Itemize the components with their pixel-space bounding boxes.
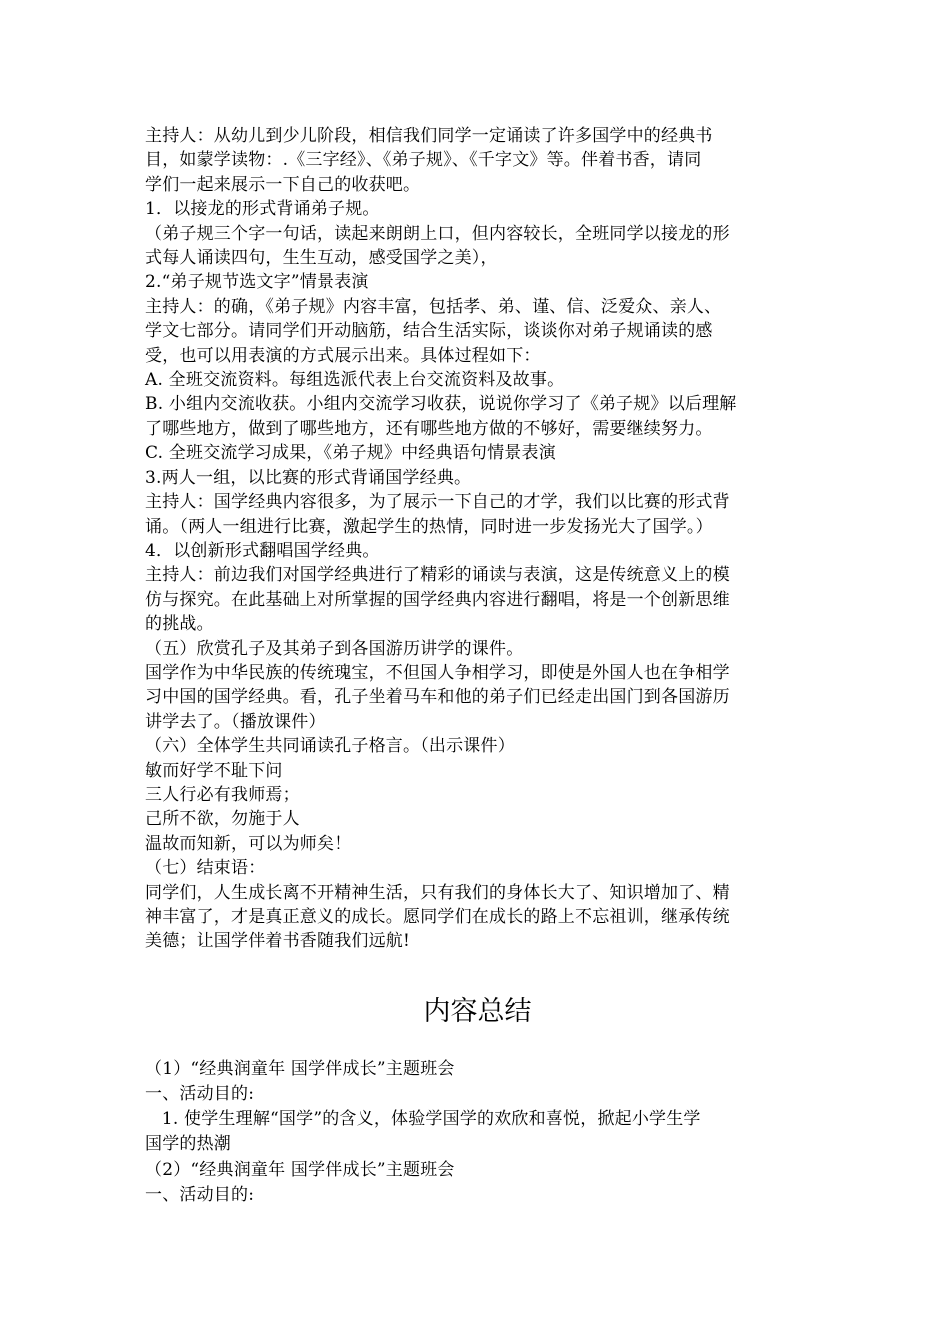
text-line: 2.“弟子规节选文字”情景表演	[145, 272, 369, 293]
text-line: 诵。（两人一组进行比赛，激起学生的热情，同时进一步发扬光大了国学。）	[145, 516, 713, 537]
text-line: 同学们，人生成长离不开精神生活，只有我们的身体长大了、知识增加了、精	[145, 882, 730, 903]
text-line: 主持人：的确，《弟子规》内容丰富，包括孝、弟、谨、信、泛爱众、亲人、	[145, 296, 722, 317]
text-line: A. 全班交流资料。每组选派代表上台交流资料及故事。	[145, 370, 565, 391]
summary-line: 一、活动目的:	[145, 1184, 255, 1205]
document-page	[145, 124, 810, 1208]
text-line: 主持人：国学经典内容很多，为了展示一下自己的才学，我们以比赛的形式背	[145, 492, 730, 513]
text-line: 敏而好学不耻下问	[145, 760, 283, 781]
body-text	[145, 124, 810, 954]
text-line: 4．以创新形式翻唱国学经典。	[145, 540, 380, 561]
text-line: （七）结束语：	[145, 858, 266, 879]
text-line: 讲学去了。（播放课件）	[145, 711, 326, 732]
text-line: （五）欣赏孔子及其弟子到各国游历讲学的课件。	[145, 638, 524, 659]
text-line: （弟子规三个字一句话，读起来朗朗上口，但内容较长，全班同学以接龙的形	[145, 223, 730, 244]
text-line: 目，如蒙学读物：.《三字经》、《弟子规》、《千字文》等。伴着书香，请同	[145, 150, 702, 171]
text-line: 主持人：前边我们对国学经典进行了精彩的诵读与表演，这是传统意义上的模	[145, 565, 730, 586]
text-line: 学文七部分。请同学们开动脑筋，结合生活实际，谈谈你对弟子规诵读的感	[145, 321, 713, 342]
summary-line: 国学的热潮	[145, 1134, 231, 1155]
summary-line: （1）“经典润童年 国学伴成长”主题班会	[145, 1058, 455, 1079]
text-line: 3.两人一组，以比赛的形式背诵国学经典。	[145, 467, 472, 488]
text-line: 神丰富了，才是真正意义的成长。愿同学们在成长的路上不忘祖训，继承传统	[145, 907, 730, 927]
summary-line: （2）“经典润童年 国学伴成长”主题班会	[145, 1159, 455, 1180]
text-line: B. 小组内交流收获。小组内交流学习收获，说说你学习了《弟子规》以后理解	[145, 394, 737, 415]
summary-line: 1. 使学生理解“国学”的含义，体验学国学的欢欣和喜悦，掀起小学生学	[145, 1109, 701, 1130]
text-line: 己所不欲，勿施于人	[145, 809, 300, 830]
text-line: C. 全班交流学习成果，《弟子规》中经典语句情景表演	[145, 443, 556, 464]
text-line: 的挑战。	[145, 614, 214, 635]
text-line: 温故而知新，可以为师矣！	[145, 833, 352, 854]
text-line: 受，也可以用表演的方式展示出来。具体过程如下：	[145, 345, 541, 366]
text-line: 三人行必有我师焉；	[145, 784, 300, 805]
text-line: 式每人诵读四句，生生互动，感受国学之美），	[145, 248, 498, 269]
summary-section	[145, 1057, 810, 1208]
text-line: 了哪些地方，做到了哪些地方，还有哪些地方做的不够好，需要继续努力。	[145, 418, 713, 439]
text-line: 仿与探究。在此基础上对所掌握的国学经典内容进行翻唱，将是一个创新思维	[145, 589, 730, 610]
text-line: 美德；让国学伴着书香随我们远航!	[145, 931, 411, 952]
text-line: 主持人：从幼儿到少儿阶段，相信我们同学一定诵读了许多国学中的经典书	[145, 126, 713, 146]
summary-line: 一、活动目的:	[145, 1084, 255, 1105]
text-line: （六）全体学生共同诵读孔子格言。（出示课件）	[145, 736, 515, 757]
text-line: 学们一起来展示一下自己的收获吧。	[145, 174, 421, 195]
text-line: 1．以接龙的形式背诵弟子规。	[145, 199, 380, 220]
text-line: 国学作为中华民族的传统瑰宝，不但国人争相学习，即使是外国人也在争相学	[145, 662, 730, 683]
text-line: 习中国的国学经典。看，孔子坐着马车和他的弟子们已经走出国门到各国游历	[145, 687, 730, 708]
summary-heading: 内容总结	[423, 995, 532, 1027]
